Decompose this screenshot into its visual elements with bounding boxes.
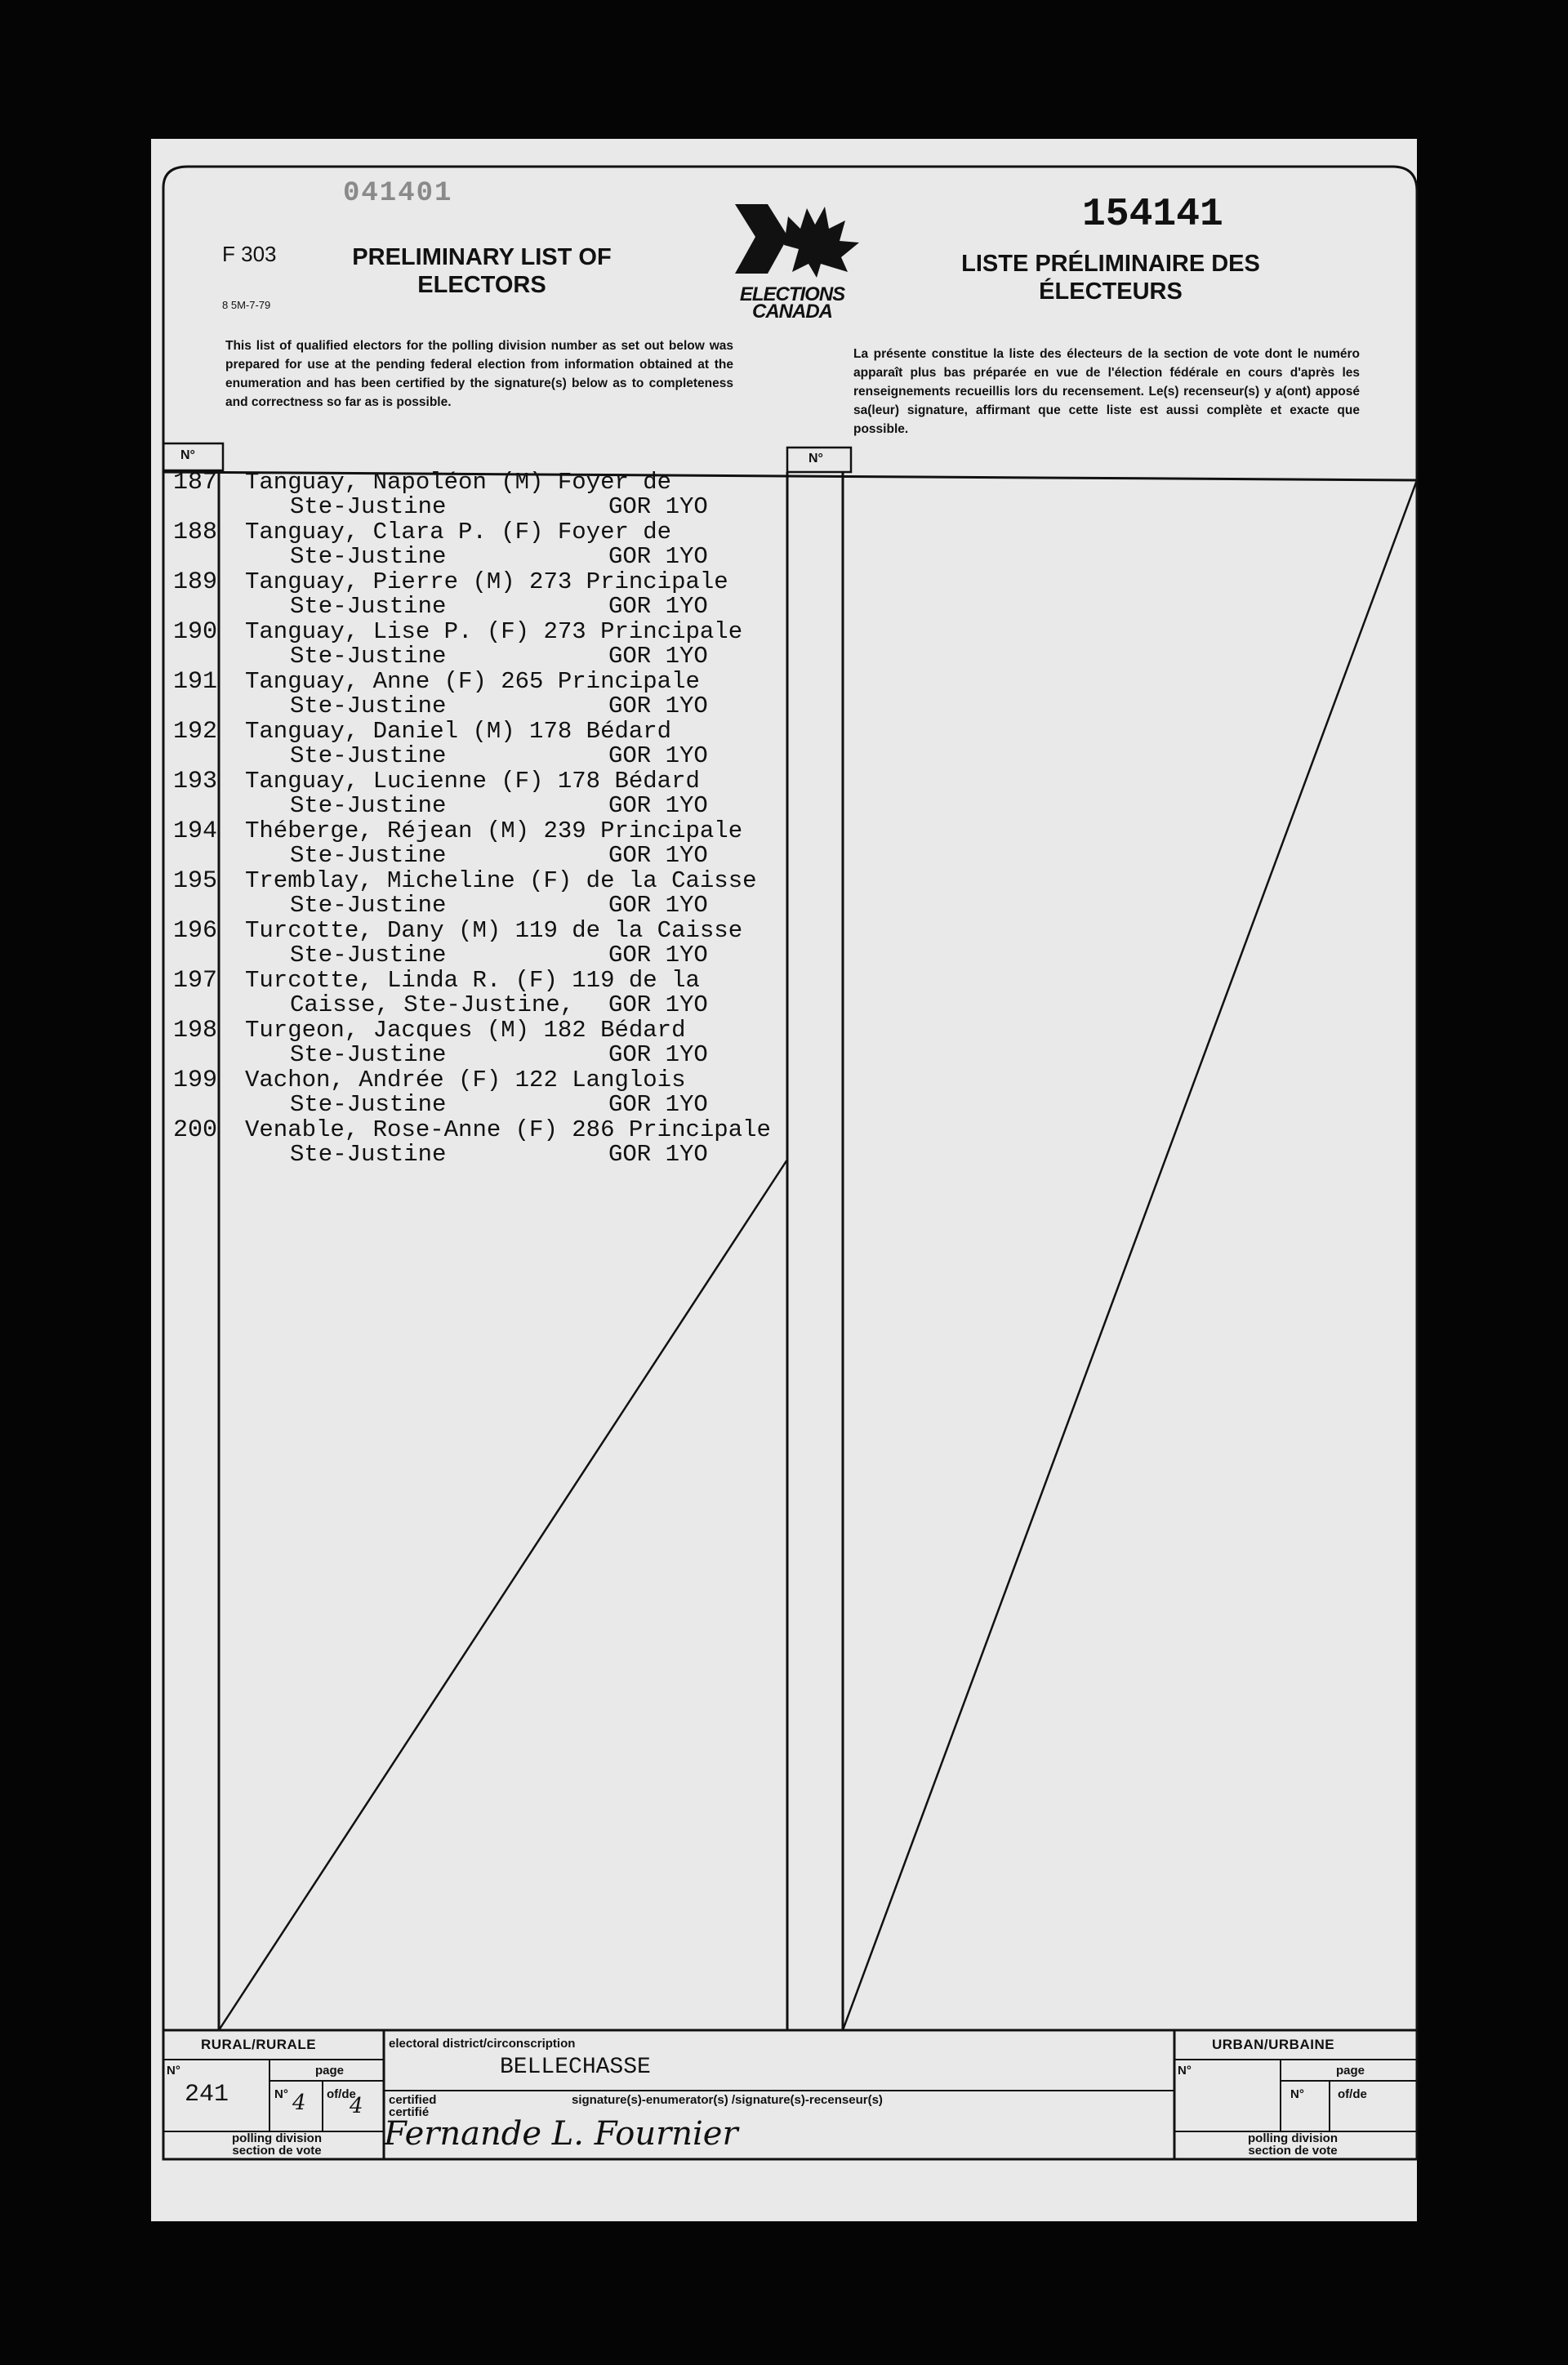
rural-label: RURAL/RURALE [201,2037,317,2052]
col-header-no-left: N° [180,448,195,462]
rural-polling-division-label-fr: section de vote [232,2144,322,2158]
electoral-district-label: electoral district/circonscription [389,2037,576,2051]
elector-number: 190 [173,618,218,646]
elector-name-address: Tremblay, Micheline (F) de la Caisse [245,867,757,894]
elector-locality: Ste-Justine [290,693,447,719]
urban-page-of-label: of/de [1338,2087,1367,2101]
elector-name-address: Tanguay, Lise P. (F) 273 Principale [245,618,743,645]
urban-page-label: page [1336,2064,1365,2078]
rural-page-label: page [315,2064,345,2078]
form-code: 8 5M-7-79 [222,299,271,311]
elector-number: 191 [173,668,218,696]
rural-page-of-label: of/de [327,2087,356,2101]
elector-number: 188 [173,519,218,546]
elector-postal-code: GOR 1YO [608,593,708,620]
elector-name-address: Turcotte, Linda R. (F) 119 de la [245,967,700,994]
elector-postal-code: GOR 1YO [608,1141,708,1168]
elector-locality: Ste-Justine [290,593,447,620]
rural-polling-division-label-en: polling division [232,2131,322,2145]
urban-polling-division-label [1232,2132,1354,2157]
title-french-line2: ÉLECTEURS [1039,278,1183,305]
elector-number: 192 [173,718,218,746]
elector-locality: Ste-Justine [290,643,447,670]
elector-locality: Ste-Justine [290,892,447,919]
faded-stamp: 041401 [343,178,453,209]
col-header-no-middle: N° [808,452,823,465]
elector-name-address: Tanguay, Daniel (M) 178 Bédard [245,718,672,745]
rural-no-label: N° [167,2064,180,2078]
enumerator-signature: Fernande L. Fournier [384,2115,738,2153]
rural-page-total: 4 [350,2094,363,2118]
urban-no-label: N° [1178,2064,1192,2078]
elector-name-address: Tanguay, Napoléon (M) Foyer de [245,469,672,496]
elector-number: 196 [173,917,218,945]
certified-label-fr: certifié [389,2105,430,2119]
elector-name-address: Turcotte, Dany (M) 119 de la Caisse [245,917,743,944]
rural-polling-division-label [216,2132,338,2157]
title-french-line1: LISTE PRÉLIMINAIRE DES [961,251,1260,277]
form-number: F 303 [222,242,277,266]
elector-number: 194 [173,817,218,845]
elector-locality: Ste-Justine [290,1091,447,1118]
elector-locality: Ste-Justine [290,742,447,769]
elector-number: 187 [173,469,218,497]
elector-number: 200 [173,1116,218,1144]
elector-locality: Ste-Justine [290,1141,447,1168]
elector-name-address: Théberge, Réjean (M) 239 Principale [245,817,743,844]
elector-locality: Ste-Justine [290,543,447,570]
elector-number: 199 [173,1067,218,1094]
urban-polling-division-label-en: polling division [1248,2131,1338,2145]
elector-locality: Ste-Justine [290,792,447,819]
elector-number: 198 [173,1017,218,1044]
elector-locality: Ste-Justine [290,942,447,969]
elector-postal-code: GOR 1YO [608,991,708,1018]
electoral-district-value: BELLECHASSE [500,2055,651,2080]
elector-number: 197 [173,967,218,995]
urban-page-no-label: N° [1290,2087,1304,2101]
logo-text-canada: CANADA [752,301,832,323]
certified-label-en: certified [389,2093,437,2107]
elector-number: 193 [173,768,218,795]
elector-name-address: Tanguay, Anne (F) 265 Principale [245,668,700,695]
title-english-line2: ELECTORS [417,272,546,298]
elector-locality: Caisse, Ste-Justine, [290,991,575,1018]
elector-name-address: Tanguay, Pierre (M) 273 Principale [245,568,728,595]
elector-postal-code: GOR 1YO [608,543,708,570]
elector-name-address: Tanguay, Lucienne (F) 178 Bédard [245,768,700,795]
elector-postal-code: GOR 1YO [608,742,708,769]
elector-postal-code: GOR 1YO [608,1041,708,1068]
logo-text-elections: ELECTIONS [739,283,845,305]
elector-postal-code: GOR 1YO [608,942,708,969]
elector-name-address: Venable, Rose-Anne (F) 286 Principale [245,1116,771,1143]
intro-english: This list of qualified electors for the polling division number as set out below was prepared for use at the pending federal election from information obtained at the enumeration and has been certified by the signature(s) below as to completeness and correctness so far as is possible. [225,339,733,409]
serial-number: 154141 [1082,193,1223,237]
elector-postal-code: GOR 1YO [608,643,708,670]
urban-polling-division-label-fr: section de vote [1248,2144,1338,2158]
elector-postal-code: GOR 1YO [608,842,708,869]
rural-page-no-label: N° [274,2087,288,2101]
elector-postal-code: GOR 1YO [608,693,708,719]
rural-page-number: 4 [292,2091,306,2115]
elector-name-address: Tanguay, Clara P. (F) Foyer de [245,519,672,546]
rural-polling-division-number: 241 [185,2081,229,2109]
signature-label: signature(s)-enumerator(s) /signature(s)-recenseur(s) [572,2093,883,2107]
elector-postal-code: GOR 1YO [608,493,708,520]
elector-number: 189 [173,568,218,596]
elector-name-address: Turgeon, Jacques (M) 182 Bédard [245,1017,686,1044]
elector-locality: Ste-Justine [290,493,447,520]
elector-name-address: Vachon, Andrée (F) 122 Langlois [245,1067,686,1093]
intro-french: La présente constitue la liste des électeurs de la section de vote dont le numéro apparaît plus bas préparée en vue de l'élection fédérale en cours d'après les renseignements recueillis lors du recensement. Le(s) recenseur(s) y a(ont) apposé sa(leur) signature, affirmant que cette liste est aussi complète et exacte que possible. [853,347,1360,436]
urban-label: URBAN/URBAINE [1212,2037,1335,2052]
elector-locality: Ste-Justine [290,842,447,869]
elector-postal-code: GOR 1YO [608,1091,708,1118]
elector-locality: Ste-Justine [290,1041,447,1068]
elector-number: 195 [173,867,218,895]
title-english-line1: PRELIMINARY LIST OF [352,244,612,270]
elector-postal-code: GOR 1YO [608,792,708,819]
elector-postal-code: GOR 1YO [608,892,708,919]
